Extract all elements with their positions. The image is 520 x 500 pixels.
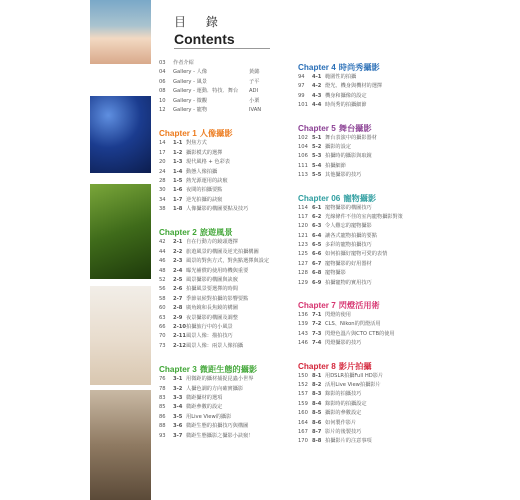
entry-title: 攝影的參數設定 <box>325 410 362 417</box>
toc-entry[interactable] <box>298 330 514 339</box>
toc-entry[interactable] <box>159 168 284 177</box>
section-number: 7-1 <box>312 312 322 319</box>
page-number: 52 <box>159 277 166 284</box>
toc-entry[interactable] <box>159 295 284 304</box>
entry-title: 攝影模式的選擇 <box>186 149 223 156</box>
toc-entry[interactable] <box>159 285 284 294</box>
entry-title: 人攝色調的方向確實攝影 <box>186 385 244 392</box>
section-number: 7-4 <box>312 340 322 347</box>
section-number: 6-3 <box>312 223 322 230</box>
entry-title: 舞台表演中的攝影器材 <box>325 134 377 141</box>
spacer <box>298 288 514 295</box>
section-number: 1-4 <box>173 168 183 175</box>
entry-title: 機身和攝像的設定 <box>325 92 367 99</box>
page-number: 46 <box>159 258 166 265</box>
snowy-village-photo <box>90 96 151 173</box>
section-number: 5-4 <box>312 162 322 169</box>
page-number: 03 <box>159 60 166 66</box>
entry-title: 熱光源運用的訣竅 <box>186 177 228 184</box>
page-number: 93 <box>159 432 166 439</box>
entry-title: 閃燈色溫片與CTO CTB的使用 <box>325 330 395 337</box>
section-number: 2-1 <box>173 239 183 246</box>
toc-entry[interactable] <box>298 204 514 213</box>
page-number: 28 <box>159 177 166 184</box>
entry-title: 活用Live View拍攝影片 <box>325 381 381 388</box>
page-number: 44 <box>159 248 166 255</box>
section-number: 6-5 <box>312 242 322 249</box>
toc-entry[interactable] <box>159 149 284 158</box>
page-number: 58 <box>159 295 166 302</box>
spacer <box>298 181 514 188</box>
section-number: 8-3 <box>312 391 322 398</box>
toc-entry[interactable] <box>159 257 284 266</box>
section-number: 7-3 <box>312 330 322 337</box>
entry-title: 拍攝風景要選擇的時間 <box>186 286 238 293</box>
toc-entry[interactable] <box>159 385 284 394</box>
toc-entry[interactable] <box>298 320 514 329</box>
entry-author: 子平 <box>249 78 260 85</box>
toc-entry[interactable] <box>298 171 514 180</box>
toc-entry[interactable] <box>159 238 284 247</box>
section-number: 4-2 <box>312 83 322 90</box>
page-number: 17 <box>159 149 166 156</box>
page-number: 42 <box>159 239 166 246</box>
toc-entry[interactable] <box>159 413 284 422</box>
section-number: 2-5 <box>173 277 183 284</box>
page-number: 129 <box>298 279 308 286</box>
film-scene-photo <box>90 390 151 500</box>
page-number: 20 <box>159 159 166 166</box>
section-number: 5-2 <box>312 143 322 150</box>
section-number: 2-12 <box>173 342 186 349</box>
toc-entry[interactable] <box>298 241 514 250</box>
portrait-photo <box>90 0 151 64</box>
page-number: 70 <box>159 333 166 340</box>
toc-entry[interactable] <box>298 339 514 348</box>
page-number: 76 <box>159 376 166 383</box>
entry-title: 攝影的設定 <box>325 143 351 150</box>
entry-title: 寵物攝影 <box>325 270 346 277</box>
entry-title: 微距生態攝影之攝影小訣竅！ <box>186 432 254 439</box>
spacer <box>159 351 284 359</box>
page-number: 136 <box>298 312 308 319</box>
section-number: 2-8 <box>173 305 183 312</box>
entry-title: 如何拍攝好寵物可愛的表情 <box>325 251 388 258</box>
chapter-number: Chapter 7 <box>298 301 336 311</box>
page-number: 60 <box>159 305 166 312</box>
entry-title: 影片的後製技巧 <box>325 428 362 435</box>
entry-author: 黃懿 <box>249 69 260 76</box>
toc-entry[interactable] <box>298 250 514 259</box>
page-number: 85 <box>159 404 166 411</box>
section-number: 8-1 <box>312 372 322 379</box>
page-number: 63 <box>159 314 166 321</box>
page-number: 125 <box>298 251 308 258</box>
chapter-heading[interactable] <box>159 123 284 139</box>
entry-title: 寵物攝影的好用器材 <box>325 260 372 267</box>
entry-title: Gallery - 風景 <box>173 78 208 85</box>
insect-on-leaf-photo <box>90 184 151 279</box>
section-number: 3-6 <box>173 423 183 430</box>
page-number: 120 <box>298 223 308 230</box>
toc-entry[interactable] <box>298 381 514 390</box>
section-number: 3-5 <box>173 413 183 420</box>
entry-title: 範圍性的拍攝 <box>325 74 357 80</box>
entry-title: 現代風格 + 色彩表 <box>186 159 230 166</box>
section-number: 8-8 <box>312 438 322 445</box>
toc-entry[interactable] <box>298 162 514 171</box>
toc-entry[interactable] <box>159 186 284 195</box>
section-number: 4-1 <box>312 74 322 80</box>
chapter-title: 閃燈活用術 <box>338 300 380 311</box>
chapter-title: 微距生態的攝影 <box>199 364 258 375</box>
page-number: 128 <box>298 270 308 277</box>
entry-title: 光線條件不佳的室內寵物攝影對策 <box>325 213 403 220</box>
section-number: 2-10 <box>173 323 186 330</box>
entry-title: 令人難忘的寵物攝影 <box>325 223 372 230</box>
entry-title: 曝光補償的使用時機與重要 <box>186 267 249 274</box>
toc-entry[interactable] <box>159 422 284 431</box>
entry-title: 動態人像拍攝 <box>186 168 218 175</box>
section-number: 3-4 <box>173 404 183 411</box>
section-number: 3-7 <box>173 432 183 439</box>
toc-entry[interactable] <box>159 97 284 106</box>
page-number: 102 <box>298 134 308 141</box>
toc-entry[interactable] <box>298 428 514 437</box>
page-number: 101 <box>298 102 308 109</box>
section-number: 1-1 <box>173 140 183 147</box>
entry-title: 閃燈攝影的技巧 <box>325 340 362 347</box>
section-number: 4-3 <box>312 92 322 99</box>
entry-title: 微距生態的拍攝技巧與構圖 <box>186 423 249 430</box>
section-number: 8-4 <box>312 400 322 407</box>
page-number: 48 <box>159 267 166 274</box>
entry-title: 風景人像：描拍技巧 <box>186 333 233 340</box>
page-number: 114 <box>298 204 308 211</box>
section-number: 1-6 <box>173 187 183 194</box>
toc-entry[interactable] <box>298 73 514 82</box>
section-number: 3-2 <box>173 385 183 392</box>
entry-author: IVAN <box>249 106 262 113</box>
entry-title: 閃燈的使用 <box>325 312 351 319</box>
entry-title: 拍攝細節 <box>325 162 346 169</box>
page-number: 146 <box>298 340 308 347</box>
chapter-title: 旅遊風景 <box>199 227 233 238</box>
section-number: 2-4 <box>173 267 183 274</box>
entry-title: 錄影時的拍攝設定 <box>325 400 367 407</box>
entry-title: 用DSLR拍攝Full HD影片 <box>325 372 384 379</box>
section-number: 8-5 <box>312 410 322 417</box>
toc-entry[interactable] <box>159 87 284 96</box>
section-number: 6-1 <box>312 204 322 211</box>
page-number: 12 <box>159 106 166 113</box>
page-number: 152 <box>298 381 308 388</box>
toc-entry[interactable] <box>298 143 514 152</box>
section-number: 6-6 <box>312 251 322 258</box>
section-number: 4-4 <box>312 102 322 109</box>
toc-entry[interactable] <box>159 196 284 205</box>
toc-entry[interactable] <box>159 139 284 148</box>
chapter-title: 寵物攝影 <box>343 192 377 203</box>
entry-title: 時尚秀的拍攝細節 <box>325 102 367 109</box>
chapter-heading[interactable] <box>298 118 514 134</box>
page-number: 127 <box>298 260 308 267</box>
page-number: 157 <box>298 391 308 398</box>
section-number: 8-2 <box>312 381 322 388</box>
toc-entry[interactable] <box>298 400 514 409</box>
entry-title: 讓各式寵物拍攝的要點 <box>325 232 377 239</box>
entry-title: 對焦方式 <box>186 140 207 147</box>
page-number: 88 <box>159 423 166 430</box>
section-number: 8-6 <box>312 419 322 426</box>
section-number: 2-6 <box>173 286 183 293</box>
page-number: 38 <box>159 206 166 213</box>
entry-title: 如何製作影片 <box>325 419 357 426</box>
section-number: 2-7 <box>173 295 183 302</box>
chapter-number: Chapter 3 <box>159 365 197 375</box>
page-number: 150 <box>298 372 308 379</box>
page-number: 143 <box>298 330 308 337</box>
section-number: 6-4 <box>312 232 322 239</box>
page-number: 10 <box>159 97 166 104</box>
toc-entry[interactable] <box>159 323 284 332</box>
chapter-title: 舞台攝影 <box>338 122 372 133</box>
toc-entry[interactable] <box>159 205 284 214</box>
section-number: 3-1 <box>173 376 183 383</box>
entry-title: 寵物攝影的構圖技巧 <box>325 204 372 211</box>
entry-title: 用微距的攝材捕捉昆蟲小世界 <box>186 376 254 383</box>
entry-title: 燈光、機身與機材的選擇 <box>325 83 383 90</box>
page-number: 121 <box>298 232 308 239</box>
entry-title: 旅遊風景的構圖及逆光拍攝構圖 <box>186 248 259 255</box>
toc-entry[interactable] <box>159 177 284 186</box>
section-number: 5-3 <box>312 153 322 160</box>
entry-title: 風景攝影的構圖與訣竅 <box>186 277 238 284</box>
chapter-heading[interactable] <box>159 222 284 238</box>
entry-title: 微距攝材的選項 <box>186 394 223 401</box>
toc-entry[interactable] <box>159 375 284 384</box>
spacer <box>159 115 284 123</box>
entry-title: 季節氣候對拍攝的影響要點 <box>186 295 249 302</box>
kitten-photo <box>90 286 151 385</box>
entry-title: 風景人像：兩景人像拍攝 <box>186 342 244 349</box>
section-number: 2-11 <box>173 333 186 340</box>
toc-right-column <box>298 57 514 447</box>
page-number: 160 <box>298 410 308 417</box>
entry-title: 風景的對焦方式，對焦點選擇與設定 <box>186 258 270 265</box>
page-number: 170 <box>298 438 308 445</box>
toc-entry[interactable] <box>159 394 284 403</box>
page-number: 78 <box>159 385 166 392</box>
toc-entry[interactable] <box>298 260 514 269</box>
chapter-number: Chapter 8 <box>298 361 336 371</box>
entry-title: 其他攝影的技巧 <box>325 172 362 179</box>
toc-entry[interactable] <box>159 276 284 285</box>
toc-entry[interactable] <box>159 68 284 77</box>
toc-entry[interactable] <box>298 92 514 101</box>
page-number: 123 <box>298 242 308 249</box>
page-number: 04 <box>159 69 166 76</box>
section-number: 2-2 <box>173 248 183 255</box>
entry-title: 夜景攝影的構圖及調整 <box>186 314 238 321</box>
chapter-heading[interactable] <box>298 57 514 73</box>
toc-entry[interactable] <box>298 152 514 161</box>
section-number: 7-2 <box>312 321 322 328</box>
page-number: 34 <box>159 196 166 203</box>
page-number: 113 <box>298 172 308 179</box>
toc-entry[interactable] <box>298 419 514 428</box>
page-number: 08 <box>159 88 166 95</box>
toc-entry[interactable] <box>298 269 514 278</box>
toc-entry[interactable] <box>159 432 284 441</box>
chapter-heading[interactable] <box>298 295 514 311</box>
toc-entry[interactable] <box>159 332 284 341</box>
page-number: 99 <box>298 92 305 99</box>
toc-entry[interactable] <box>159 59 284 68</box>
toc-entry[interactable] <box>298 279 514 288</box>
section-number: 1-7 <box>173 196 183 203</box>
toc-entry[interactable] <box>298 82 514 91</box>
chapter-number: Chapter 06 <box>298 193 341 203</box>
section-number: 1-5 <box>173 177 183 184</box>
chapter-number: Chapter 5 <box>298 123 336 133</box>
entry-title: Gallery - 寵物 <box>173 106 208 113</box>
entry-title: 廣角鏡和長焦鏡的構圖 <box>186 305 238 312</box>
spacer <box>298 111 514 118</box>
entry-title: Gallery - 人像 <box>173 69 208 76</box>
entry-title: 逆光拍攝的訣竅 <box>186 196 223 203</box>
section-number: 5-5 <box>312 172 322 179</box>
chapter-title: 人像攝影 <box>199 128 233 139</box>
page-title-english: Contents <box>174 31 235 47</box>
entry-title: 人像攝影的構圖要點及技巧 <box>186 206 249 213</box>
page-number: 167 <box>298 428 308 435</box>
toc-entry[interactable] <box>159 106 284 115</box>
section-number: 3-3 <box>173 394 183 401</box>
page-number: 97 <box>298 83 305 90</box>
section-number: 1-3 <box>173 159 183 166</box>
toc-entry[interactable] <box>298 213 514 222</box>
entry-title: 夜間的拍攝要點 <box>186 187 223 194</box>
page-number: 83 <box>159 394 166 401</box>
photo-strip <box>90 0 151 500</box>
chapter-heading[interactable] <box>159 359 284 375</box>
entry-title: 多彩的寵物拍攝技巧 <box>325 242 372 249</box>
toc-entry[interactable] <box>159 304 284 313</box>
toc-entry[interactable] <box>298 101 514 110</box>
toc-left-column <box>159 59 284 441</box>
toc-entry[interactable] <box>159 267 284 276</box>
toc-entry[interactable] <box>298 372 514 381</box>
entry-title: CLS、Nikon的閃燈活用 <box>325 321 381 328</box>
entry-title: 用Live View的攝影 <box>186 413 232 420</box>
page-number: 30 <box>159 187 166 194</box>
chapter-number: Chapter 4 <box>298 63 336 72</box>
toc-entry[interactable] <box>159 314 284 323</box>
entry-title: 錄影的拍攝技巧 <box>325 391 362 398</box>
chapter-title: 影片拍攝 <box>338 360 372 371</box>
section-number: 6-7 <box>312 260 322 267</box>
section-number: 1-2 <box>173 149 183 156</box>
page-number: 106 <box>298 153 308 160</box>
section-number: 6-2 <box>312 213 322 220</box>
entry-title: 拍攝時的攝影與取鏡 <box>325 153 372 160</box>
toc-entry[interactable] <box>298 134 514 143</box>
page-number: 73 <box>159 342 166 349</box>
page-number: 94 <box>298 74 305 80</box>
entry-title: 拍攝影片的注意事項 <box>325 438 372 445</box>
toc-entry[interactable] <box>298 409 514 418</box>
section-number: 2-3 <box>173 258 183 265</box>
page-title-chinese: 目 錄 <box>174 15 226 29</box>
spacer <box>298 349 514 356</box>
entry-title: 微距參數的設定 <box>186 404 223 411</box>
section-number: 6-8 <box>312 270 322 277</box>
page-number: 117 <box>298 213 308 220</box>
section-number: 5-1 <box>312 134 322 141</box>
spacer <box>159 214 284 222</box>
page-number: 139 <box>298 321 308 328</box>
entry-title: 拍攝旅行中的小風景 <box>186 323 233 330</box>
toc-entry[interactable] <box>159 78 284 87</box>
page-number: 159 <box>298 400 308 407</box>
entry-title: Gallery - 微觀 <box>173 97 208 104</box>
chapter-number: Chapter 2 <box>159 228 197 238</box>
chapter-number: Chapter 1 <box>159 129 197 139</box>
page-number: 86 <box>159 413 166 420</box>
page-number: 06 <box>159 78 166 85</box>
title-divider <box>174 48 270 49</box>
chapter-heading[interactable] <box>298 188 514 204</box>
toc-entry[interactable] <box>298 437 514 446</box>
toc-entry[interactable] <box>298 390 514 399</box>
toc-entry[interactable] <box>159 403 284 412</box>
page-number: 14 <box>159 140 166 147</box>
toc-entry[interactable] <box>298 222 514 231</box>
page-number: 111 <box>298 162 308 169</box>
entry-title: 作者介紹 <box>173 60 194 66</box>
section-number: 2-9 <box>173 314 183 321</box>
section-number: 1-8 <box>173 206 183 213</box>
entry-author: ADI <box>249 88 259 95</box>
entry-author: 小栗 <box>249 97 260 104</box>
page-number: 24 <box>159 168 166 175</box>
page-number: 164 <box>298 419 308 426</box>
section-number: 6-9 <box>312 279 322 286</box>
toc-entry[interactable] <box>159 342 284 351</box>
toc-entry[interactable] <box>159 248 284 257</box>
toc-entry[interactable] <box>159 158 284 167</box>
page-number: 66 <box>159 323 166 330</box>
toc-entry[interactable] <box>298 311 514 320</box>
chapter-heading[interactable] <box>298 356 514 372</box>
page-number: 56 <box>159 286 166 293</box>
section-number: 8-7 <box>312 428 322 435</box>
chapter-title: 時尚秀攝影 <box>338 62 380 72</box>
entry-title: 自在行動力的鏡頭選擇 <box>186 239 238 246</box>
entry-title: Gallery - 運動．特技．舞台 <box>173 88 239 95</box>
page-number: 104 <box>298 143 308 150</box>
toc-entry[interactable] <box>298 232 514 241</box>
entry-title: 拍攝寵物的實用技巧 <box>325 279 372 286</box>
